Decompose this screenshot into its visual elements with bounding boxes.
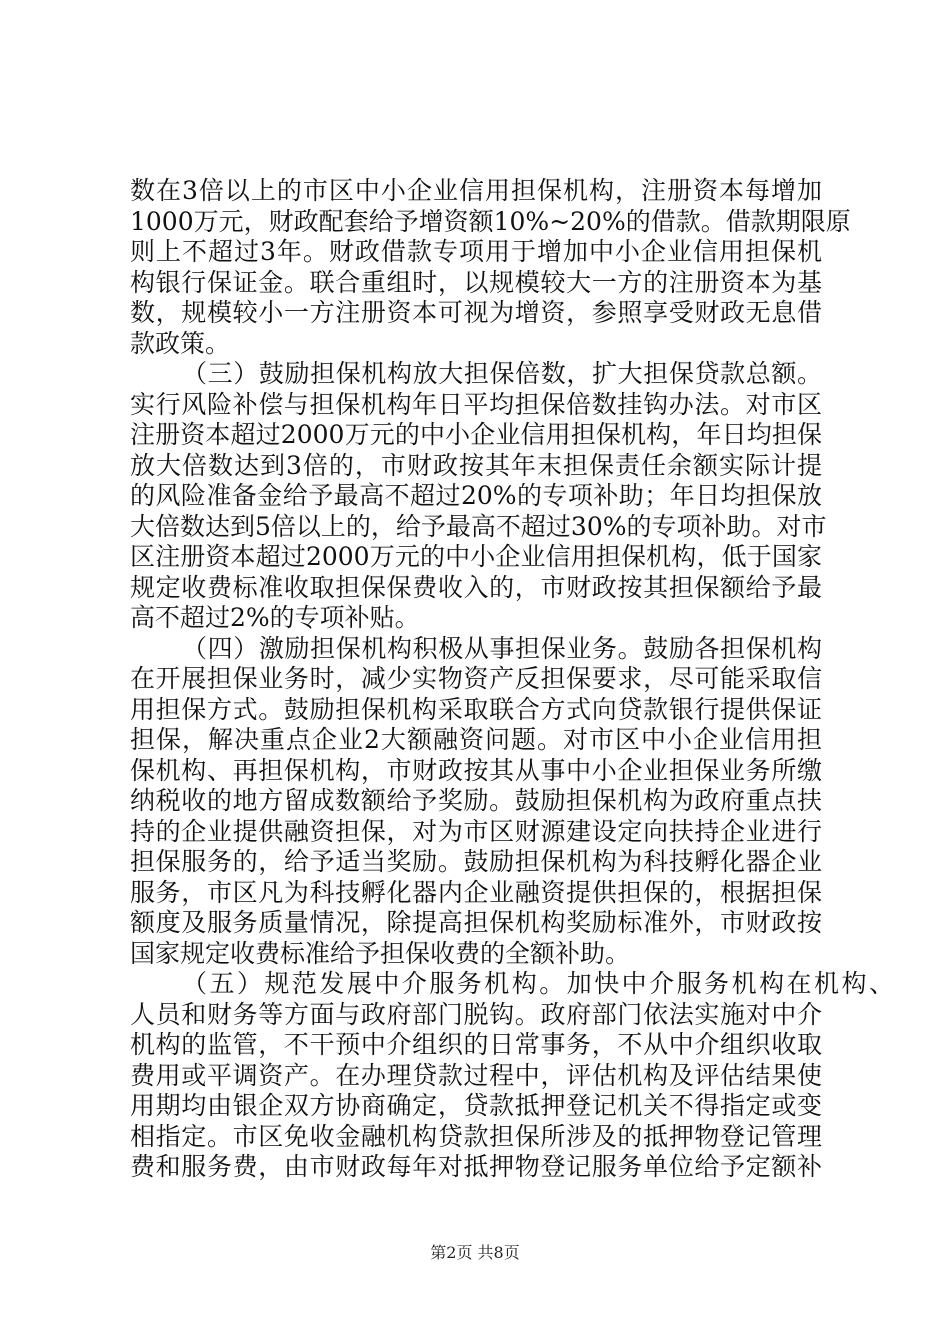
document-body — [130, 176, 894, 1183]
paragraph — [130, 359, 827, 634]
text-line: （五）规范发展中介服务机构。加快中介服务机构在机构、 — [182, 969, 894, 998]
text-line: 款政策。 — [130, 328, 231, 358]
text-line: 大倍数达到5倍以上的，给予最高不超过30%的专项补助。对市 — [130, 511, 827, 541]
text-line: 实行风险补偿与担保机构年日平均担保倍数挂钩办法。对市区 — [130, 389, 822, 419]
text-line: 区注册资本超过2000万元的中小企业信用担保机构，低于国家 — [130, 542, 822, 571]
text-line: 担保服务的，给予适当奖励。鼓励担保机构为科技孵化器企业 — [130, 847, 822, 876]
text-line: 持的企业提供融资担保，对为市区财源建设定向扶持企业进行 — [130, 816, 822, 846]
paragraph — [130, 969, 894, 1183]
paragraph — [130, 176, 851, 359]
text-line: 保机构、再担保机构，市财政按其从事中小企业担保业务所缴 — [130, 755, 822, 785]
text-line: 机构的监管，不干预中介组织的日常事务，不从中介组织收取 — [130, 1030, 822, 1059]
text-line: 则上不超过3年。财政借款专项用于增加中小企业信用担保机 — [130, 237, 822, 266]
paragraph — [130, 634, 822, 970]
text-line: 费用或平调资产。在办理贷款过程中，评估机构及评估结果使 — [130, 1060, 822, 1090]
text-line: 高不超过2%的专项补贴。 — [130, 603, 420, 632]
text-line: 规定收费标准收取担保保费收入的，市财政按其担保额给予最 — [130, 572, 822, 602]
text-line: 纳税收的地方留成数额给予奖励。鼓励担保机构为政府重点扶 — [130, 786, 822, 815]
text-line: 数在3倍以上的市区中小企业信用担保机构，注册资本每增加 — [130, 176, 822, 205]
text-line: 数，规模较小一方注册资本可视为增资，参照享受财政无息借 — [130, 298, 822, 327]
text-line: 注册资本超过2000万元的中小企业信用担保机构，年日均担保 — [130, 420, 822, 449]
text-line: 在开展担保业务时，减少实物资产反担保要求，尽可能采取信 — [130, 664, 822, 693]
text-line: 国家规定收费标准给予担保收费的全额补助。 — [130, 938, 631, 968]
text-line: 担保，解决重点企业2大额融资问题。对市区中小企业信用担 — [130, 725, 822, 754]
text-line: 费和服务费，由市财政每年对抵押物登记服务单位给予定额补 — [130, 1152, 822, 1181]
text-line: 用担保方式。鼓励担保机构采取联合方式向贷款银行提供保证 — [130, 694, 822, 724]
text-line: 1000万元，财政配套给予增资额10%~20%的借款。借款期限原 — [130, 206, 851, 236]
text-line: 的风险准备金给予最高不超过20%的专项补助；年日均担保放 — [130, 481, 822, 510]
text-line: 额度及服务质量情况，除提高担保机构奖励标准外，市财政按 — [130, 908, 822, 937]
text-line: 相指定。市区免收金融机构贷款担保所涉及的抵押物登记管理 — [130, 1121, 822, 1151]
text-line: 人员和财务等方面与政府部门脱钩。政府部门依法实施对中介 — [130, 999, 822, 1029]
text-line: 用期均由银企双方协商确定，贷款抵押登记机关不得指定或变 — [130, 1091, 822, 1120]
text-line: （三）鼓励担保机构放大担保倍数，扩大担保贷款总额。 — [182, 359, 822, 388]
text-line: 构银行保证金。联合重组时，以规模较大一方的注册资本为基 — [130, 267, 822, 297]
text-line: 服务，市区凡为科技孵化器内企业融资提供担保的，根据担保 — [130, 877, 822, 907]
page-footer: 第2页 共8页 — [430, 1243, 520, 1262]
text-line: （四）激励担保机构积极从事担保业务。鼓励各担保机构 — [182, 633, 822, 663]
text-line: 放大倍数达到3倍的，市财政按其年末担保责任余额实际计提 — [130, 450, 822, 480]
